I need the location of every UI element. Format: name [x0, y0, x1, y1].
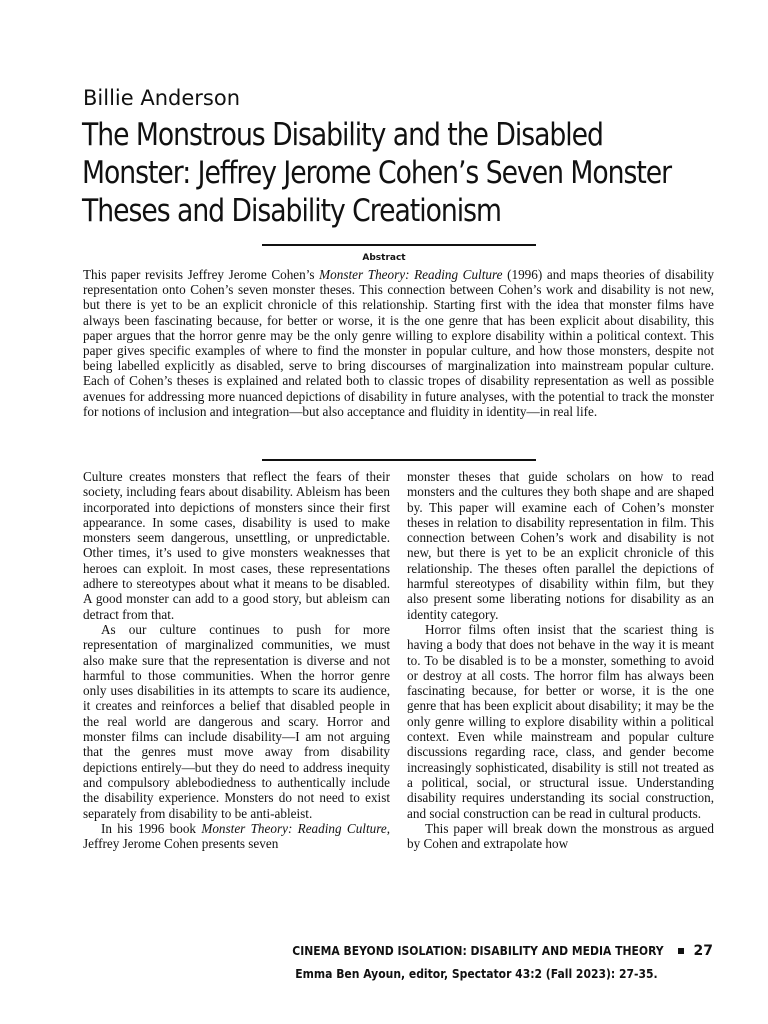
square-bullet-icon: [678, 948, 684, 954]
body-paragraph: Horror films often insist that the scariest thing is having a body that does not behave in the way it is meant to. To be disabled is to be a monster, something to avoid or destroy at all costs. The horror film has always been fascinating because, for better or worse, it is the one genre that has been explicit about disability; it may be the only genre willing to explore disability within a political context. Even while mainstream and popular culture discussions regarding race, class, and gender become increasingly sophisticated, disability is still not treated as a political, social, or structural issue. Understanding disability requires understanding its social construction, and social construction can be read in cultural products.: [407, 621, 714, 821]
title-line: Theses and Disability Creationism: [82, 193, 501, 229]
abstract-text: This paper revisits Jeffrey Jerome Cohen’s Monster Theory: Reading Culture (1996) and maps theories of disability representation onto Cohen’s seven monster theses. This connection between Cohen’s work and disability is not new, but there is yet to be an explicit chronicle of this relationship. Starting first with the idea that monster films have always been fascinating because, for better or worse, it is the one genre that has been explicit about disability, this paper argues that the horror genre may be the only genre willing to explore disability within a political context. This paper gives specific examples of where to find the monster in popular culture, and how those monsters, despite not being labelled explicitly as disabled, serve to bring discourses of marginalization into mainstream popular culture. Each of Cohen’s theses is explained and related both to classic tropes of disability representation as well as possible avenues for addressing more nuanced depictions of disability in future analyses, with the potential to track the monster for notions of inclusion and integration—but also acceptance and fluidity in identity—in real life.: [83, 267, 714, 419]
article-title: [82, 116, 672, 230]
title-line: The Monstrous Disability and the Disabled: [82, 117, 603, 153]
book-title: Monster Theory: Reading Culture: [319, 267, 503, 282]
body-column-right: [407, 469, 714, 851]
journal-series: CINEMA BEYOND ISOLATION: DISABILITY AND MEDIA THEORY: [292, 944, 664, 958]
body-paragraph: Culture creates monsters that reflect the fears of their society, including fears about disability. Ableism has been incorporated into depictions of monsters since their first appearance. In some cases, disability is used to make monsters seem dangerous, unsettling, or unpredictable. Other times, it’s used to give monsters weaknesses that heroes can exploit. In most cases, these representations adhere to stereotypes about what it means to be disabled. A good monster can add to a good story, but ableism can detract from that.: [83, 469, 390, 622]
title-divider: [262, 244, 536, 246]
body-paragraph: monster theses that guide scholars on how to read monsters and the cultures they both shape and are shaped by. This paper will examine each of Cohen’s monster theses in relation to disability representation in film. This connection between Cohen’s work and disability is not new, but there is yet to be an explicit chronicle of this relationship. The theses often parallel the depictions of harmful stereotypes of disability within film, but they also present some liberating notions for disability as an identity category.: [407, 469, 714, 622]
running-footer: [251, 943, 713, 959]
author-name: Billie Anderson: [83, 86, 240, 110]
citation-line: Emma Ben Ayoun, editor, Spectator 43:2 (Fall 2023): 27-35.: [295, 967, 658, 981]
body-paragraph: In his 1996 book Monster Theory: Reading Culture, Jeffrey Jerome Cohen presents seven: [83, 820, 391, 852]
body-column-left: [83, 469, 390, 851]
page-number: 27: [693, 943, 713, 959]
book-title: Monster Theory: Reading Culture: [201, 820, 387, 836]
abstract-divider: [262, 459, 536, 461]
title-line: Monster: Jeffrey Jerome Cohen’s Seven Monster: [82, 155, 672, 191]
body-paragraph: As our culture continues to push for more representation of marginalized communities, we must also make sure that the representation is diverse and not harmful to those communities. When the horror genre only uses disabilities in its attempts to scare its audience, it creates and reinforces a belief that disabled people in the real world are dangerous and scary. Horror and monster films can include disability—I am not arguing that the genres must move away from disability depictions entirely—but they do need to address inequity and compulsory ablebodiedness to authentically include the disability experience. Monsters do not need to exist separately from disability to be anti-ableist.: [83, 621, 390, 821]
abstract-heading: Abstract: [362, 253, 406, 263]
body-paragraph: This paper will break down the monstrous as argued by Cohen and extrapolate how: [407, 820, 714, 852]
